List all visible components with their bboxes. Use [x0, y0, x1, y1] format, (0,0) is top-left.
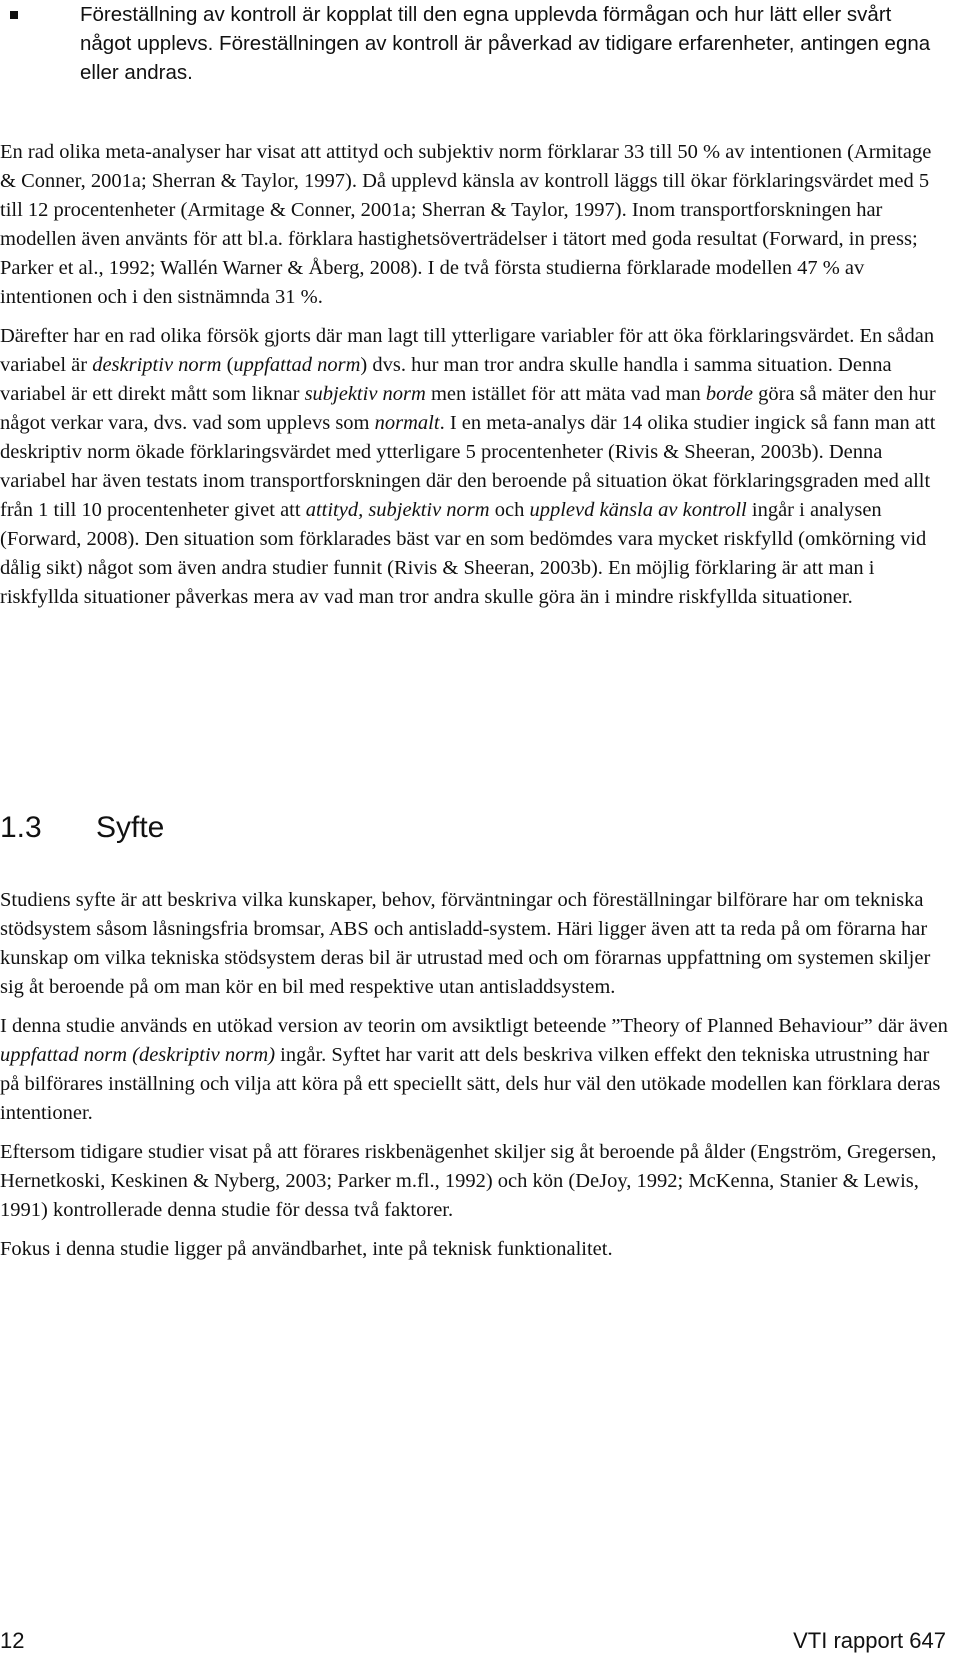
bullet-text: Föreställning av kontroll är kopplat till den egna upplevda förmågan och hur lätt eller svårt något upplevs. Föreställningen av kontroll är påverkad av tidigare erfarenheter, antingen egna eller andras. [80, 3, 931, 84]
paragraph-meta-analyses: En rad olika meta-analyser har visat att attityd och subjektiv norm förklarar 33 till 50 % av intentionen (Armitage & Conner, 2001a; Sherran & Taylor, 1997). Då upplevd känsla av kontroll läggs till ökar förklaringsvärdet med 5 till 12 procentenheter (Armitage & Conner, 2001a; Sherran & Taylor, 1997). Inom transportforskningen har modellen även använts för att bl.a. förklara hastighetsöverträdelser i tätort med goda resultat (Forward, in press; Parker et al., 1992; Wallén Warner & Åberg, 2008). I de två första studierna förklarade modellen 47 % av intentionen och i den sistnämnda 31 %. [0, 141, 932, 308]
section-body-2 [0, 886, 948, 1274]
section-title: Syfte [96, 811, 165, 844]
section-number: 1.3 [0, 811, 42, 844]
section-body-1 [0, 138, 948, 622]
paragraph-focus: Fokus i denna studie ligger på användbarhet, inte på teknisk funktionalitet. [0, 1238, 613, 1260]
paragraph-age-gender: Eftersom tidigare studier visat på att förares riskbenägenhet skiljer sig åt beroende på ålder (Engström, Gregersen, Hernetkoski, Keskinen & Nyberg, 2003; Parker m.fl., 1992) och kön (DeJoy, 1992; McKenna, Stanier & Lewis, 1991) kontrollerade denna studie för dessa två faktorer. [0, 1141, 937, 1221]
square-bullet-icon [10, 11, 18, 19]
paragraph-purpose: Studiens syfte är att beskriva vilka kunskaper, behov, förväntningar och föreställningar bilförare har om tekniska stödsystem såsom låsningsfria bromsar, ABS och antisladd-system. Häri ligger även att ta reda på om förarna har kunskap om vilka tekniska stödsystem deras bil är utrustad med och om förarnas uppfattning om systemen skiljer sig åt beroende på om man kör en bil med respektive utan antisladdsystem. [0, 889, 931, 998]
page-footer [0, 1626, 946, 1656]
paragraph-theory: I denna studie används en utökad version av teorin om avsiktligt beteende ”Theory of Planned Behaviour” där även uppfattad norm (deskriptiv norm) ingår. Syftet har varit att dels beskriva vilken effekt den tekniska utrustning har på bilförares inställning och vilja att köra på ett speciellt sätt, dels hur väl den utökade modellen kan förklara deras intentioner. [0, 1015, 948, 1124]
paragraph-descriptive-norm: Därefter har en rad olika försök gjorts där man lagt till ytterligare variabler för att öka förklaringsvärdet. En sådan variabel är deskriptiv norm (uppfattad norm) dvs. hur man tror andra skulle handla i samma situation. Denna variabel är ett direkt mått som liknar subjektiv norm men istället för att mäta vad man borde göra så mäter den hur något verkar vara, dvs. vad som upplevs som normalt. I en meta-analys där 14 olika studier ingick så fann man att deskriptiv norm ökade förklaringsvärdet med ytterligare 5 procentenheter (Rivis & Sheeran, 2003b). Denna variabel har även testats inom transportforskningen där den beroende på situation ökat förklaringsgraden med allt från 1 till 10 procentenheter givet att attityd, subjektiv norm och upplevd känsla av kontroll ingår i analysen (Forward, 2008). Den situation som förklarades bäst var en som bedömdes vara mycket riskfylld (omkörning vid dålig sikt) något som även andra studier funnit (Rivis & Sheeran, 2003b). En möjlig förklaring är att man i riskfyllda situationer påverkas mera av vad man tror andra skulle göra än i mindre riskfyllda situationer. [0, 325, 936, 608]
report-name: VTI rapport 647 [793, 1628, 946, 1653]
section-heading [0, 808, 164, 848]
bullet-item [0, 0, 940, 87]
page-number: 12 [0, 1628, 25, 1653]
